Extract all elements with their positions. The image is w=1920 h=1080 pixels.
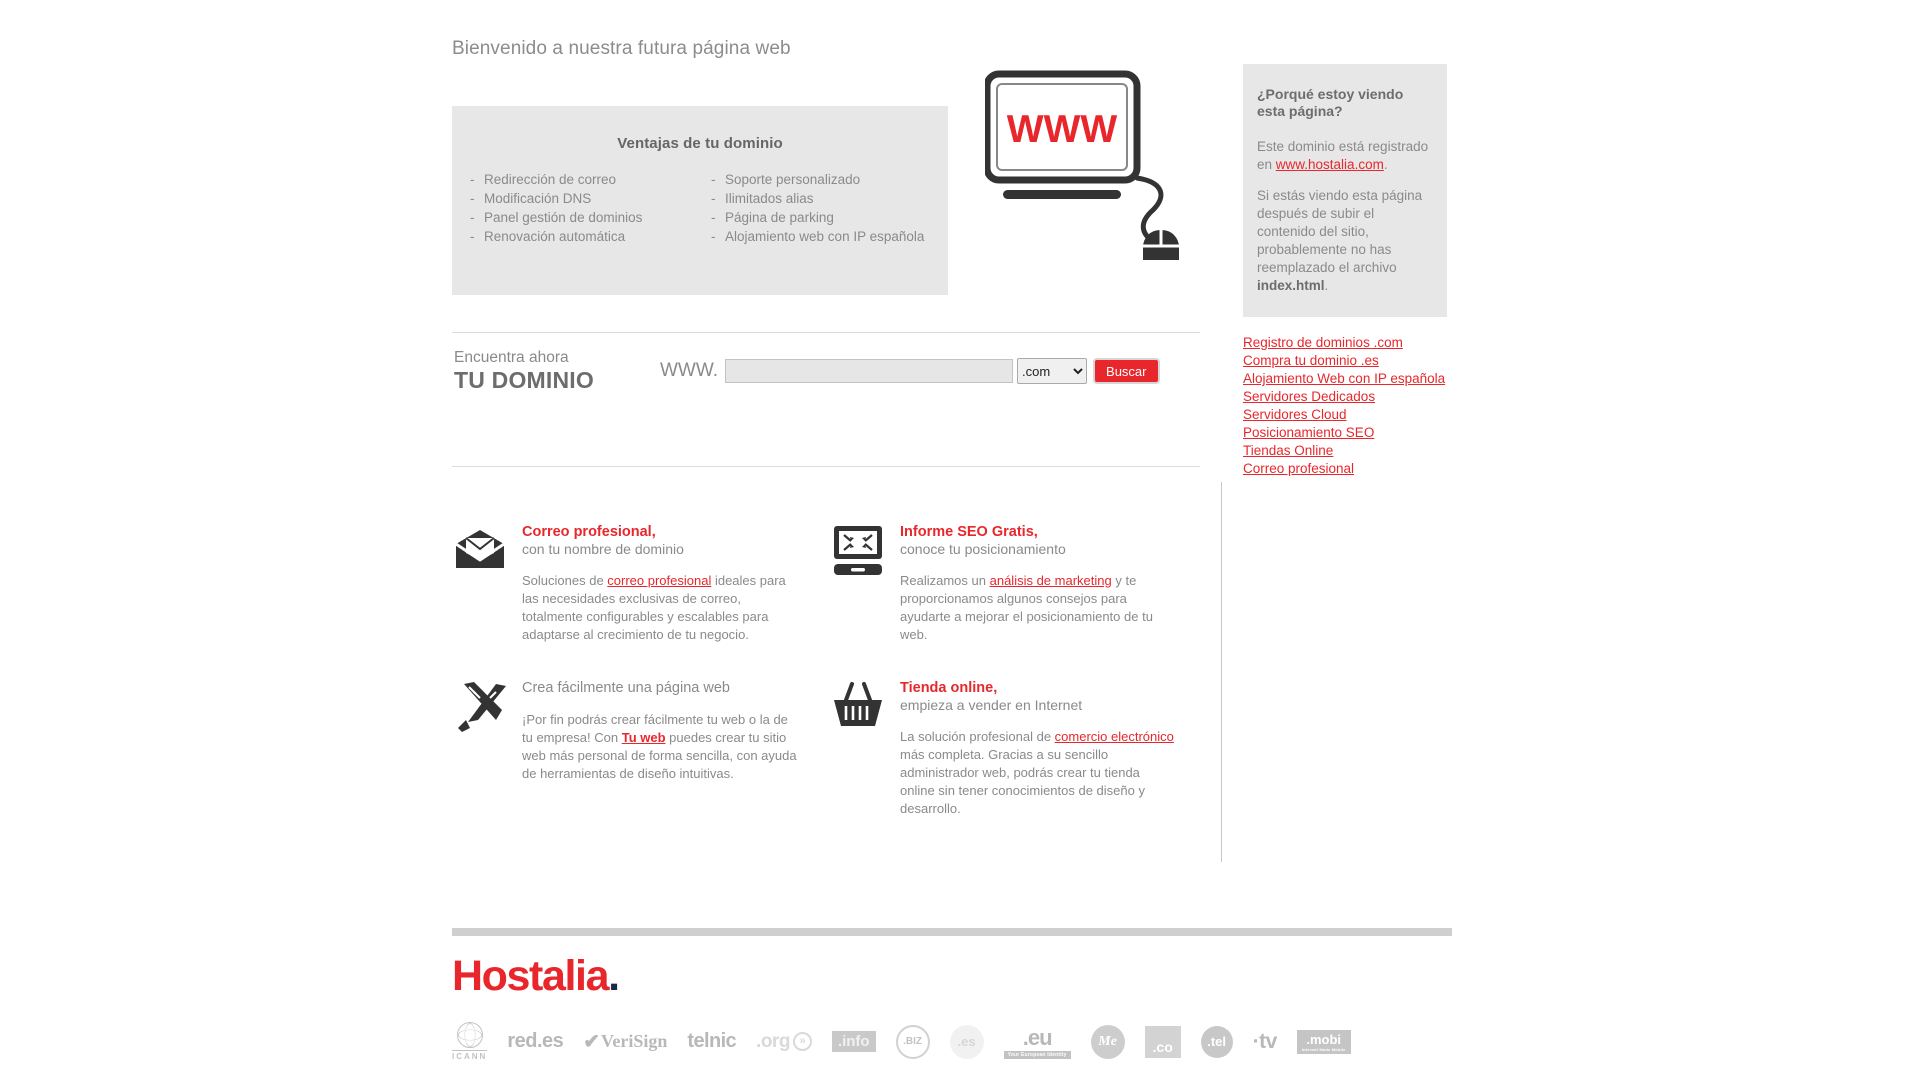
- list-item: - Alojamiento web con IP española: [707, 227, 948, 246]
- sidebar-link-tiendas-online[interactable]: Tiendas Online: [1243, 443, 1334, 458]
- info-p2-after: .: [1324, 278, 1329, 293]
- hostalia-logo: [452, 952, 619, 1001]
- feature-text-part: Realizamos un: [900, 573, 990, 588]
- feature-text-part: La solución profesional de: [900, 729, 1055, 744]
- icann-globe-icon: [457, 1022, 483, 1048]
- feature-text-part: puedes crear tu sitio web más personal de forma sencilla, con ayuda de herramientas de diseño intuitivas.: [522, 730, 797, 781]
- logo-tail: a: [585, 952, 609, 1000]
- feature-body: [522, 676, 800, 783]
- search-label-small: Encuentra ahora: [454, 349, 569, 366]
- advantages-column-left: [466, 170, 707, 246]
- feature-text-part: ¡Por fin podrás crear fácilmente tu web o la de tu empresa! Con: [522, 712, 788, 745]
- pencil-ruler-icon: [452, 678, 508, 734]
- info-panel-paragraph-1: [1257, 138, 1431, 174]
- sidebar-links: [1243, 334, 1473, 478]
- list-item: - Modificación DNS: [466, 189, 707, 208]
- feature-informe-seo: [830, 520, 1200, 644]
- info-panel-title: ¿Porqué estoy viendo esta página?: [1257, 86, 1404, 119]
- feature-title: Tienda online,: [900, 680, 998, 696]
- feature-body: [900, 676, 1178, 818]
- domain-search-label: [452, 349, 660, 393]
- feature-crea-pagina-web: [452, 676, 830, 818]
- tu-web-link[interactable]: Tu web: [621, 730, 666, 745]
- features-grid: [452, 520, 1200, 818]
- list-item: - Panel gestión de dominios: [466, 208, 707, 227]
- feature-body: [522, 520, 800, 644]
- co-logo-icon: .co: [1145, 1026, 1181, 1058]
- feature-title: Correo profesional,: [522, 524, 656, 540]
- eu-logo-icon: [1004, 1025, 1071, 1059]
- tld-select[interactable]: [1017, 358, 1087, 384]
- feature-subtitle: empieza a vender en Internet: [900, 697, 1083, 713]
- info-p1-after: .: [1383, 157, 1388, 172]
- tv-logo-icon: ·tv: [1252, 1029, 1277, 1053]
- domain-search-input[interactable]: [725, 359, 1013, 383]
- sidebar-link-alojamiento-web[interactable]: Alojamiento Web con IP española: [1243, 371, 1446, 386]
- divider-top: [452, 332, 1200, 333]
- logo-text: Hostal: [452, 952, 576, 1000]
- divider-bottom: [452, 466, 1200, 467]
- sidebar-link-posicionamiento-seo[interactable]: Posicionamiento SEO: [1243, 425, 1375, 440]
- envelope-icon: [452, 522, 508, 578]
- comercio-electronico-link[interactable]: comercio electrónico: [1054, 729, 1174, 744]
- feature-correo-profesional: [452, 520, 830, 644]
- org-logo-icon: [756, 1031, 812, 1053]
- es-logo-icon: .es: [950, 1025, 984, 1059]
- feature-text: [900, 728, 1178, 818]
- feature-text: [522, 711, 800, 783]
- hostalia-link[interactable]: www.hostalia.com: [1275, 157, 1384, 172]
- feature-body: [900, 520, 1178, 644]
- info-p2-before: Si estás viendo esta página después de subir el contenido del sitio, probablemente no has reemplazado el archivo: [1257, 188, 1423, 275]
- sidebar-link-correo-profesional[interactable]: Correo profesional: [1243, 461, 1355, 476]
- footer-separator-bar: [452, 928, 1452, 936]
- vertical-divider: [1221, 482, 1222, 862]
- mobi-logo-icon: [1297, 1030, 1351, 1054]
- list-item: - Ilimitados alias: [707, 189, 948, 208]
- eu-tagline: Your European Identity: [1004, 1051, 1071, 1059]
- list-item: - Renovación automática: [466, 227, 707, 246]
- sidebar-link-servidores-cloud[interactable]: Servidores Cloud: [1243, 407, 1347, 422]
- www-illustration-label: WWW: [1006, 108, 1118, 151]
- mobi-label: .mobi: [1306, 1031, 1342, 1047]
- redes-logo-icon: red.es: [507, 1030, 564, 1052]
- verisign-label: VeriSign: [601, 1031, 668, 1051]
- feature-subtitle: conoce tu posicionamiento: [900, 541, 1066, 557]
- info-p1-before: Este dominio está registrado en: [1257, 139, 1429, 172]
- feature-text-part: ideales para las necesidades exclusivas de correo, totalmente configurables y escalables para adaptarse al crecimiento de tu negocio.: [522, 573, 786, 642]
- shopping-basket-icon: [830, 678, 886, 734]
- check-icon: ✔: [583, 1031, 601, 1053]
- sidebar-link-compra-dominio-es[interactable]: Compra tu dominio .es: [1243, 353, 1379, 368]
- feature-text-part: Soluciones de: [522, 573, 608, 588]
- logo-dot: .: [608, 952, 619, 1000]
- feature-text: [522, 572, 800, 644]
- list-item: - Soporte personalizado: [707, 170, 948, 189]
- correo-profesional-link[interactable]: correo profesional: [607, 573, 712, 588]
- monitor-seo-icon: [830, 522, 886, 578]
- logo-accent-letter: i: [575, 952, 586, 1000]
- info-panel: [1243, 64, 1447, 317]
- advantages-column-right: [707, 170, 948, 246]
- info-panel-paragraph-2: [1257, 187, 1431, 295]
- telnic-logo-icon: telnic: [687, 1030, 737, 1052]
- feature-title: Informe SEO Gratis,: [900, 524, 1038, 540]
- eu-label: .eu: [1022, 1024, 1052, 1050]
- monitor-mouse-icon: [985, 70, 1195, 260]
- sidebar-link-registro-dominios-com[interactable]: Registro de dominios .com: [1243, 335, 1403, 350]
- index-html-filename: index.html: [1257, 278, 1325, 293]
- page-title: Bienvenido a nuestra futura página web: [452, 38, 791, 59]
- icann-label: ICANN: [452, 1052, 488, 1061]
- mobi-tagline: Internet Made Mobile: [1301, 1046, 1346, 1052]
- domain-search-form: [452, 342, 1200, 400]
- chevron-right-icon: »: [793, 1032, 812, 1051]
- feature-text-part: y te proporcionamos algunos consejos para ayudarte a mejorar el posicionamiento de tu web.: [900, 573, 1153, 642]
- search-label-big: TU DOMINIO: [454, 367, 594, 393]
- advantages-title: Ventajas de tu dominio: [617, 135, 783, 152]
- icann-logo-icon: [452, 1022, 487, 1061]
- feature-tienda-online: [830, 676, 1200, 818]
- partner-logos: [452, 1022, 1452, 1061]
- search-button[interactable]: Buscar: [1093, 358, 1159, 384]
- verisign-logo-icon: [583, 1029, 667, 1054]
- tel-logo-icon: .tel: [1201, 1026, 1233, 1058]
- feature-text: [900, 572, 1178, 644]
- org-label: .org: [756, 1030, 790, 1052]
- list-item: - Página de parking: [707, 208, 948, 227]
- advantages-columns: [452, 152, 948, 246]
- feature-text-part: más completa. Gracias a su sencillo administrador web, podrás crear tu tienda online sin tener conocimientos de diseño y desarrollo.: [900, 747, 1145, 816]
- sidebar-link-servidores-dedicados[interactable]: Servidores Dedicados: [1243, 389, 1376, 404]
- biz-logo-icon: .BIZ: [896, 1025, 930, 1059]
- advantages-box: [452, 106, 948, 295]
- info-logo-icon: .info: [832, 1031, 876, 1052]
- feature-subtitle: con tu nombre de dominio: [522, 541, 684, 557]
- me-logo-icon: Me: [1091, 1025, 1125, 1059]
- analisis-marketing-link[interactable]: análisis de marketing: [989, 573, 1112, 588]
- www-prefix-label: WWW.: [660, 360, 719, 381]
- list-item: - Redirección de correo: [466, 170, 707, 189]
- feature-subtitle: Crea fácilmente una página web: [522, 680, 730, 696]
